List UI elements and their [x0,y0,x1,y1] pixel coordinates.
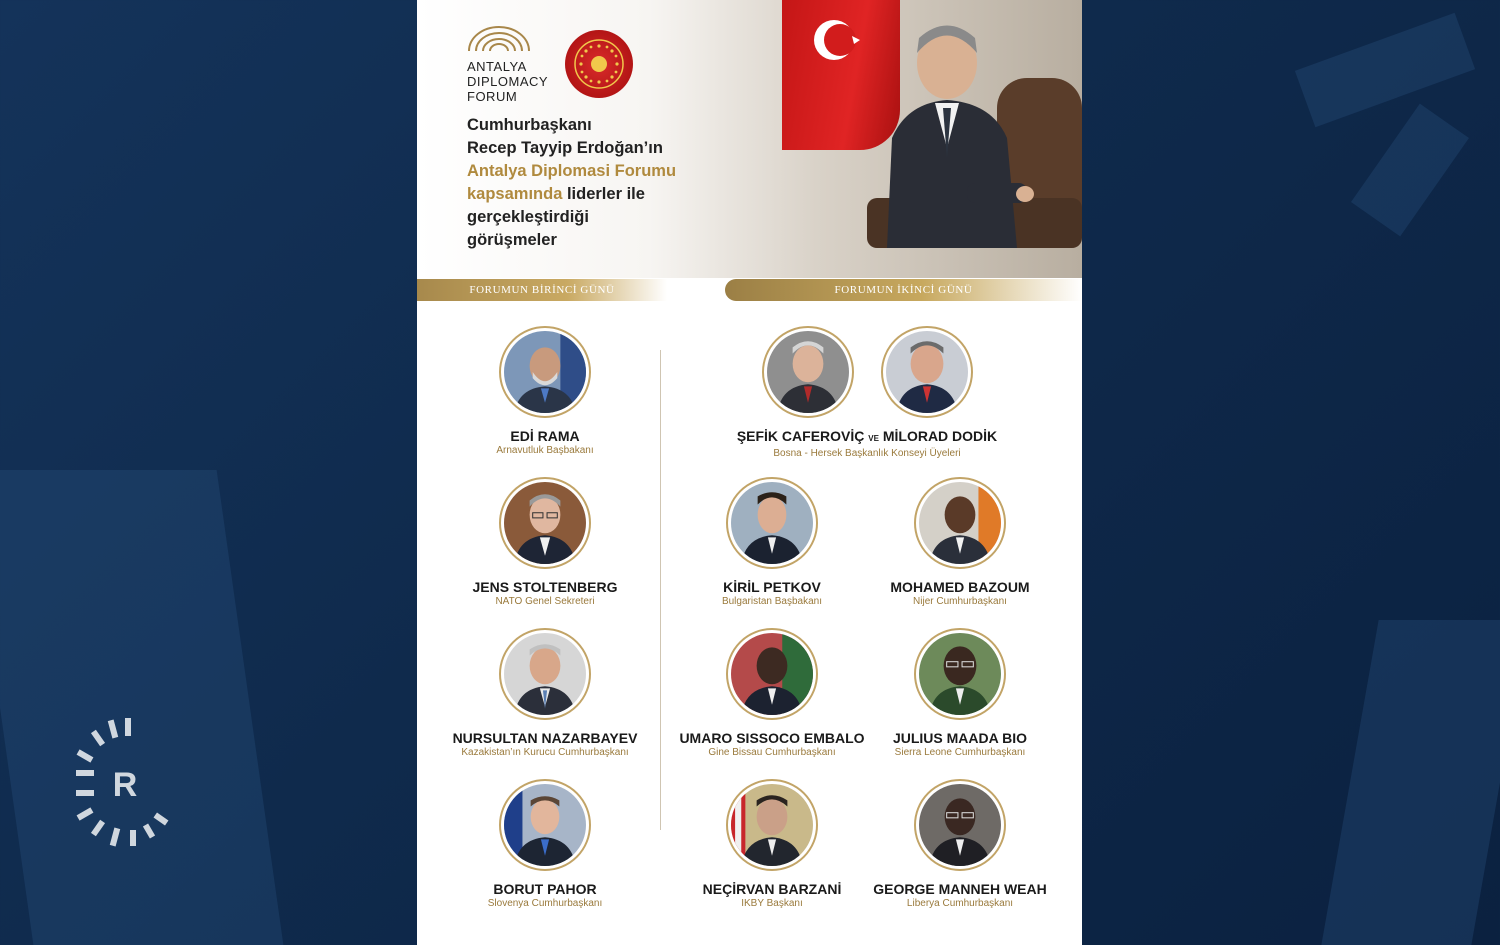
day2-header: FORUMUN İKİNCİ GÜNÜ [725,279,1082,301]
name-joiner: VE [868,434,879,443]
leader-name: GEORGE MANNEH WEAH [873,881,1047,897]
column-divider [660,350,661,830]
leader-title: Slovenya Cumhurbaşkanı [487,898,603,909]
logo-line: FORUM [467,89,518,104]
title-text: liderler ile [562,185,645,203]
leader-name: BORUT PAHOR [493,881,597,897]
leader-card [662,477,882,608]
title-line: Recep Tayyip Erdoğan’ın [467,139,663,157]
leader-portrait [499,326,591,418]
leader-name: ŞEFİK CAFEROVİÇ [736,428,865,444]
background-shape [1351,104,1469,237]
leader-card [662,628,882,759]
leader-name: MİLORAD DODİK [882,428,998,444]
leader-name: EDİ RAMA [510,428,580,444]
leader-pair-card [717,326,1017,460]
title-line: gerçekleştirdiği [467,208,589,226]
day1-header: FORUMUN BİRİNCİ GÜNÜ [417,279,667,301]
leader-title: IKBY Başkanı [741,898,803,909]
watermark-logo-icon [70,718,180,848]
leader-portrait [881,326,973,418]
leader-portrait [726,628,818,720]
logo-line: ANTALYA [467,59,527,74]
leader-portrait [726,779,818,871]
leader-portrait [499,779,591,871]
leader-title: Bulgaristan Başbakanı [721,596,823,607]
leader-name: NEÇİRVAN BARZANİ [702,881,842,897]
leader-card [850,628,1070,759]
page-title [467,114,707,252]
leader-pair-names [717,428,1017,447]
leader-card [435,628,655,759]
background-shape [1295,13,1475,128]
leader-card [850,477,1070,608]
leader-name: KİRİL PETKOV [723,579,821,595]
leader-portrait [914,779,1006,871]
title-line: Cumhurbaşkanı [467,116,592,134]
logo-line: DIPLOMACY [467,74,549,89]
title-line: görüşmeler [467,231,557,249]
infographic-poster [417,0,1082,945]
leader-portrait [499,477,591,569]
leader-name: NURSULTAN NAZARBAYEV [452,730,638,746]
leader-card [435,779,655,910]
leader-title: Gine Bissau Cumhurbaşkanı [708,747,836,758]
leader-name: MOHAMED BAZOUM [890,579,1030,595]
leader-card [662,779,882,910]
antalya-diplomacy-forum-logo [467,24,548,104]
leader-portrait [914,477,1006,569]
title-line-highlight: Antalya Diplomasi Forumu [467,162,677,180]
president-photo [847,8,1082,248]
leader-name: JENS STOLTENBERG [472,579,618,595]
leader-name: JULIUS MAADA BIO [892,730,1028,746]
leader-portrait [914,628,1006,720]
hero-banner [417,0,1082,278]
leader-portrait [499,628,591,720]
background-shape [1321,620,1500,945]
svg-text:R: R [112,766,138,804]
leader-portrait [726,477,818,569]
leader-title: Bosna - Hersek Başkanlık Konseyi Üyeleri [773,448,961,459]
leader-card [435,477,655,608]
leader-title: Kazakistan’ın Kurucu Cumhurbaşkanı [461,747,629,758]
leader-portrait [762,326,854,418]
forum-arch-icon [467,24,531,52]
background-shape [0,470,283,945]
leader-title: Sierra Leone Cumhurbaşkanı [894,747,1026,758]
leader-card [850,779,1070,910]
leader-title: Arnavutluk Başbakanı [496,445,594,456]
leader-title: Nijer Cumhurbaşkanı [913,596,1007,607]
leader-title: Liberya Cumhurbaşkanı [906,898,1014,909]
presidential-seal-icon [565,30,633,98]
title-highlight-word: kapsamında [467,185,563,203]
leader-title: NATO Genel Sekreteri [495,596,595,607]
leader-card [435,326,655,457]
leader-name: UMARO SISSOCO EMBALO [679,730,865,746]
